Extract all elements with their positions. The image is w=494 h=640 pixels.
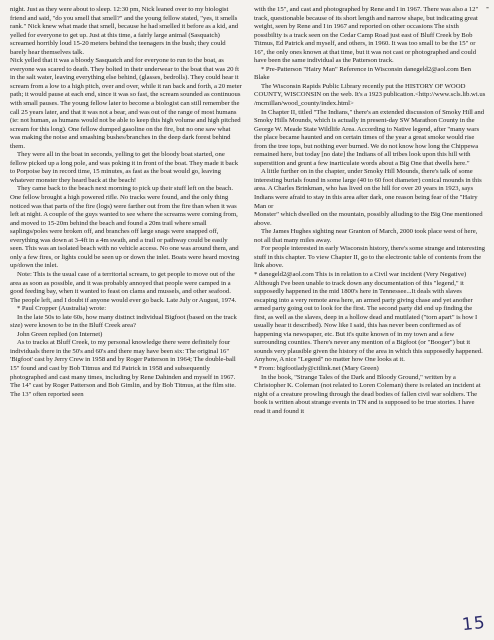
paragraph: The Wisconsin Rapids Public Library recently put the HISTORY OF WOOD COUNTY, WISCONSIN on the web. It's a 1923 publication.<http://www.scls.lib.wi.us /mcmillan/wood_county/index.html> [254,82,486,108]
paragraph: They came back to the beach next morning to pick up their stuff left on the beach. One fellow brought a high powered rifle. No tracks were found, and the only thing noticed was that parts of the fire (logs) were farther out from the fire than when it was left at night. A couple of the guys wanted to see where the screams were coming from, and moved to 15-20m behind the beach and found a 20m trail where small saplings/poles were broken off, and branches off large snags were snapped off, everything was down at 3-4ft in a 4m swath, and a trail or pathway could be easily seen. This was an isolated beach with no vehicle access. No one was around them, and only a few fires, or lights could be seen up or down the inlet. Boats were heard moving up/down the inlet. [10,185,240,270]
text-columns [10,6,486,630]
left-column [10,6,242,630]
corner-mark: - [486,2,489,12]
paragraph: For people interested in early Wisconsin history, there's some strange and interesting stuff in this chapter. To view Chapter II, go to the electronic table of contents from the link above. [254,245,486,270]
page-number: 15 [461,612,487,636]
paragraph: In the late 50s to late 60s, how many distinct individual Bigfoot (based on the track size) were known to be in the Bluff Creek area? [10,313,237,330]
paragraph: Nick yelled that it was a bloody Sasquatch and for everyone to run to the boat, as everyone was scared to death. They bolted in their underwear to the boat that was 20 ft in the salt water, leaving everything else behind, (glasses, bedrolls). They could hear it scream from a low to a high pitch, over and over, while it ran back and forth, a 20 meter path; it would pause at each end, since it was so fast, the scream sounded as continuous with small pauses. The young fellow later to become a biologist can still remember the call 25 years later, and that it was not a bear, and was out of the range of most humans (ie: not human, as humans would not be able to keep this high volume and high pitched scream for this long). One fellow dumped gasoline on the fire, but no one saw what was making the noise and smashing bushes/branches in the deep dark forest behind them. [10,57,242,150]
paragraph: night. Just as they were about to sleep. 12:30 pm, Nick leaned over to my biologist friend and said, "do you smell that smell?" and the young fellow stated, "yes, it smells rank." Nick knew what made that smell, because he had smelled it before as a kid, and yelled for everyone to get up. Just at this time, a fairly large animal (Sasquatch) screamed horribly loud 15-20 meters behind the teenagers in the bush; they could barely hear themselves talk. [10,6,239,56]
paragraph: * From: bigfootlady@citlink.net (Mary Green) [254,364,379,372]
paragraph: As to tracks at Bluff Creek, to my personal knowledge there were definitely four individuals there in the 50's and 60's and there may have been six: The original 16" 'Bigfoot' cast by Jerry Crew in 1958 and by Roger Patterson in 1964; The double-ball 15" found and cast by Bob Titmus and Ed Patrick in 1958 and subsequently photographed and cast many times, including by Rene Dahinden and myself in 1967. The 14" cast by Roger Patterson and Bob Gimlin, and by Bob Titmus, at the film site. The 13" often reported seen [10,339,236,398]
paragraph: In Chapter II, titled "The Indians," there's an extended discussion of Smoky Hill and Smoky Hills Mounds, which is actually in present-day SW Marathon County in the George W. Meade State Wildlife Area. According to Native legend, after "many wars the place became haunted and on certain times of the year a great smoke would rise from the tree tops, but nothing ever burned. We do not know how long the Chippewa remained here, but today [no date] the Indians of all tribes look upon this hill with superstition and grunt a few inarticulate words about a Big One that dwells here." [254,108,485,167]
paragraph: The James Hughes sighting near Granton of March, 2000 took place west of here, not all that many miles away. [254,228,478,244]
paragraph: * danegeld2@aol.com This is in relation to a Civil war incident (Very Negative) Although I've been unable to track down any documentation of this "legend," it supposedly happened in the mid 1800's here in Tennessee...It deals with slaves escaping into a very remote area here, an armed party giving chase and yet another armed party going out to look for the first. The second party did end up finding the first, as well as the slaves, deep in a hollow dead and mutilated ("torn apart" is how I usually hear it described). Now like I said, this has never been confirmed as of happening via newspaper, etc. But it's quite known of in my town and a few surrounding counties. There's never any mention of a Bigfoot (or "Booger") but it sounds very plausible given the history of the area in which this supposedly happened. Anyhow, A nice "Legend" no matter how One looks at it. [254,270,483,364]
paragraph: In the book, "Strange Tales of the Dark and Bloody Ground," written by a Christopher K. Coleman (not related to Loren Coleman) there is related an incident at night of a creature prowling through the dead bodies of fallen civil war soldiers. The book is written about strange events in TN and is supposed to be true stories. I have read it and found it [254,373,481,415]
paragraph: * Paul Cropper (Australia) wrote: [17,305,107,313]
paragraph: Note: This is the usual case of a territorial scream, to get people to move out of the area as soon as possible, and it was probably annoyed that people were camped in a good feeding bay, when it wanted to feast on clams and mussels, and other seafood. The people left, and I doubt if anyone would ever go back. Late July or August, 1974. [10,270,237,304]
right-column [254,6,486,630]
paragraph: * Pre-Patterson "Hairy Man" Reference in Wisconsin danegeld2@aol.com Ben Blake [254,65,472,82]
paragraph: A little further on in the chapter, under Smoky Hill Mounds, there's talk of some interesting burials found in some large (40 to 60 foot diameter) conical mounds in this area. A Charles Brinkman, who has lived on the hill for over 20 years in 1923, says Indians were afraid to stay in this area after dark, one reason being fear of the "Hairy Man or [254,168,482,210]
paragraph: John Green replied (on Internet) [17,330,103,338]
paragraph: They were all in the boat in seconds, yelling to get the bloody boat started, one fellow picked up a long pole, and was poking it in front of the boat. They made it back to Porpoise bay in record time, 15 minutes, as fast as the boat would go, leaving whatever monster they heard back at the beach! [10,151,239,184]
paragraph: Monster" which dwelled on the mountain, possibly alluding to the Big One mentioned above. [254,211,483,227]
paragraph: with the 15", and cast and photographed by Rene and I in 1967. There was also a 12" track, questionable because of its short length and narrow shape, but indicating great weight, seen by Rene and I in 1967 and reported on other occasions The sixth possibility is a track seen on the Cedar Camp Road just east of Bluff Creek by Bob Titmus, Ed Patrick and myself, and others, in 1960. It was too small to be the 15" or 16", the only ones known at that time, but it was not cast or photographed and could have been the same individual as the Patterson track. [254,6,479,65]
